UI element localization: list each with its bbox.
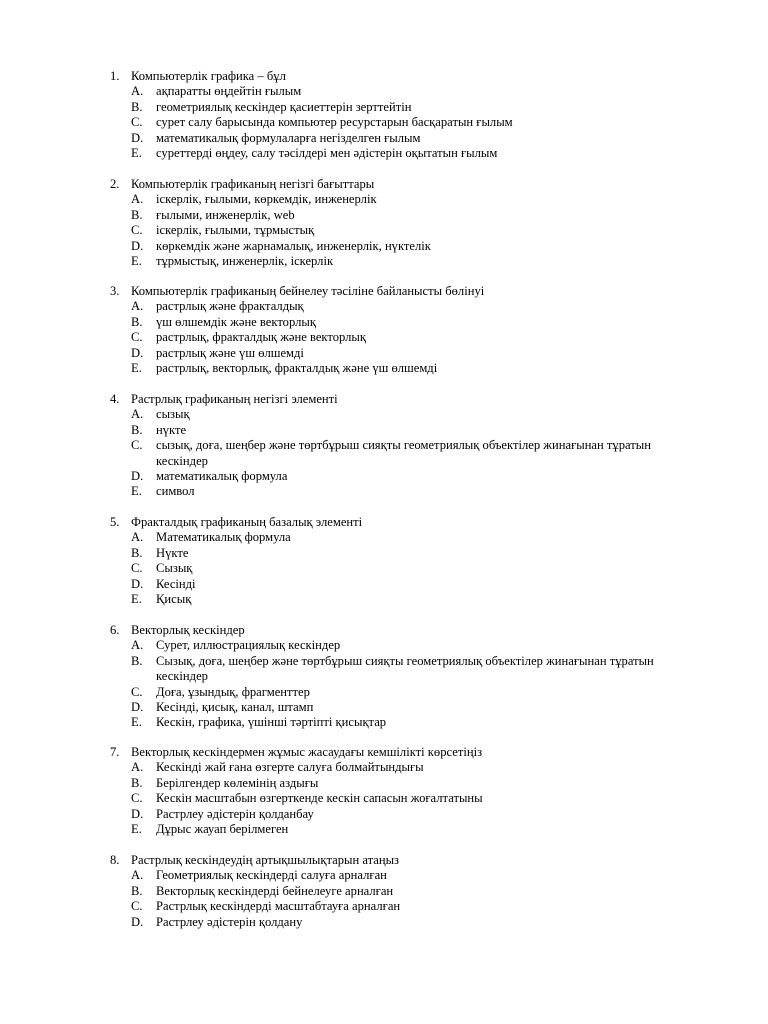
option-letter: B. xyxy=(131,653,143,668)
option-text: Кескін, графика, үшінші тәртіпті қисықтар xyxy=(156,715,387,730)
question-header xyxy=(110,69,680,84)
option-text: Берілгендер көлемінің аздығы xyxy=(156,775,319,790)
question-number: 8. xyxy=(110,853,120,867)
option-text: ғылыми, инженерлік, web xyxy=(156,207,295,222)
question-text: Растрлық графиканың негізгі элементі xyxy=(131,392,338,406)
option-letter: A. xyxy=(131,407,144,422)
option-letter: E. xyxy=(131,715,142,730)
option-c xyxy=(110,791,680,806)
question-1 xyxy=(110,69,680,161)
option-letter: B. xyxy=(131,99,143,114)
option-letter: A. xyxy=(131,192,144,207)
option-a xyxy=(110,868,680,883)
option-d xyxy=(110,807,680,822)
option-text: Кескін масштабын өзгерткенде кескін сапасын жоғалтатыны xyxy=(156,791,483,806)
question-header xyxy=(110,853,680,868)
option-text: Растрлық кескіндерді масштабтауға арналған xyxy=(156,899,401,914)
option-letter: D. xyxy=(131,130,144,145)
option-letter: D. xyxy=(131,238,144,253)
options-list xyxy=(110,638,680,730)
option-c xyxy=(110,561,680,576)
option-text: сызық xyxy=(156,407,190,422)
option-letter: E. xyxy=(131,361,142,376)
option-letter: D. xyxy=(131,700,144,715)
question-text: Векторлық кескіндермен жұмыс жасаудағы кемшілікті көрсетіңіз xyxy=(131,745,483,759)
option-text: Векторлық кескіндерді бейнелеуге арналған xyxy=(156,883,394,898)
option-e xyxy=(110,484,680,499)
option-d xyxy=(110,915,680,930)
question-text: Компьютерлік графика – бұл xyxy=(131,69,286,83)
options-list xyxy=(110,299,680,376)
question-text: Компьютерлік графиканың бейнелеу тәсіліне байланысты бөлінуі xyxy=(131,284,485,298)
question-4 xyxy=(110,392,680,500)
option-text: нүкте xyxy=(156,422,187,437)
option-a xyxy=(110,638,680,653)
question-number: 7. xyxy=(110,745,120,759)
question-number: 3. xyxy=(110,284,120,298)
option-a xyxy=(110,407,680,422)
option-letter: C. xyxy=(131,330,143,345)
option-d xyxy=(110,239,680,254)
option-letter: B. xyxy=(131,207,143,222)
question-header xyxy=(110,745,680,760)
option-letter: A. xyxy=(131,530,144,545)
option-text: сызық, доға, шеңбер және төртбұрыш сияқты геометриялық объектілер жинағынан тұратын кескіндер xyxy=(156,438,651,468)
option-text: растрлық, векторлық, фракталдық және үш өлшемді xyxy=(156,361,438,376)
option-text: Сызық xyxy=(156,561,193,576)
option-d xyxy=(110,131,680,146)
option-a xyxy=(110,299,680,314)
question-text: Фракталдық графиканың базалық элементі xyxy=(131,515,363,529)
option-text: Математикалық формула xyxy=(156,530,291,545)
option-c xyxy=(110,685,680,700)
option-a xyxy=(110,192,680,207)
option-text: Дұрыс жауап берілмеген xyxy=(156,822,289,837)
option-text: Кесінді xyxy=(156,576,196,591)
option-text: Растрлеу әдістерін қолдану xyxy=(156,914,303,929)
options-list xyxy=(110,530,680,607)
option-text: Сурет, иллюстрациялық кескіндер xyxy=(156,638,341,653)
option-b xyxy=(110,315,680,330)
option-b xyxy=(110,884,680,899)
option-letter: D. xyxy=(131,345,144,360)
option-letter: A. xyxy=(131,868,144,883)
option-c xyxy=(110,438,680,469)
option-letter: C. xyxy=(131,684,143,699)
option-a xyxy=(110,760,680,775)
option-letter: E. xyxy=(131,254,142,269)
option-letter: C. xyxy=(131,115,143,130)
option-text: суреттерді өңдеу, салу тәсілдері мен әдістерін оқытатын ғылым xyxy=(156,146,498,161)
option-b xyxy=(110,654,680,685)
option-text: іскерлік, ғылыми, көркемдік, инженерлік xyxy=(156,192,377,207)
option-c xyxy=(110,330,680,345)
option-letter: B. xyxy=(131,314,143,329)
option-letter: B. xyxy=(131,883,143,898)
option-letter: C. xyxy=(131,561,143,576)
option-text: Кескінді жай ғана өзгерте салуға болмайтындығы xyxy=(156,760,424,775)
options-list xyxy=(110,760,680,837)
option-e xyxy=(110,592,680,607)
option-letter: A. xyxy=(131,638,144,653)
option-text: Доға, ұзындық, фрагменттер xyxy=(156,684,310,699)
question-5 xyxy=(110,515,680,607)
option-letter: A. xyxy=(131,760,144,775)
option-text: ақпаратты өңдейтін ғылым xyxy=(156,84,302,99)
question-number: 6. xyxy=(110,623,120,637)
option-text: тұрмыстық, инженерлік, іскерлік xyxy=(156,254,334,269)
question-number: 5. xyxy=(110,515,120,529)
option-text: растрлық, фракталдық және векторлық xyxy=(156,330,367,345)
options-list xyxy=(110,192,680,269)
option-c xyxy=(110,223,680,238)
option-text: үш өлшемдік және векторлық xyxy=(156,314,316,329)
option-text: Сызық, доға, шеңбер және төртбұрыш сияқты геометриялық объектілер жинағынан тұратын кескіндер xyxy=(156,653,654,684)
option-b xyxy=(110,100,680,115)
option-text: көркемдік және жарнамалық, инженерлік, нүктелік xyxy=(156,238,431,253)
option-text: Қисық xyxy=(156,592,192,607)
option-text: математикалық формулаларға негізделген ғылым xyxy=(156,130,421,145)
question-8 xyxy=(110,853,680,930)
option-text: растрлық және фракталдық xyxy=(156,299,304,314)
question-header xyxy=(110,284,680,299)
option-letter: C. xyxy=(131,899,143,914)
options-list xyxy=(110,84,680,161)
option-d xyxy=(110,700,680,715)
question-number: 1. xyxy=(110,69,120,83)
question-header xyxy=(110,515,680,530)
question-header xyxy=(110,177,680,192)
question-text: Компьютерлік графиканың негізгі бағыттары xyxy=(131,177,375,191)
question-number: 4. xyxy=(110,392,120,406)
option-letter: A. xyxy=(131,299,144,314)
option-letter: B. xyxy=(131,545,143,560)
option-letter: E. xyxy=(131,146,142,161)
option-b xyxy=(110,208,680,223)
option-e xyxy=(110,146,680,161)
option-text: іскерлік, ғылыми, тұрмыстық xyxy=(156,223,315,238)
option-text: растрлық және үш өлшемді xyxy=(156,345,304,360)
option-letter: E. xyxy=(131,484,142,499)
option-letter: D. xyxy=(131,469,144,484)
option-d xyxy=(110,577,680,592)
option-letter: D. xyxy=(131,806,144,821)
option-text: Нүкте xyxy=(156,545,189,560)
option-letter: E. xyxy=(131,592,142,607)
option-letter: B. xyxy=(131,775,143,790)
question-text: Векторлық кескіндер xyxy=(131,623,245,637)
option-letter: C. xyxy=(131,791,143,806)
option-b xyxy=(110,546,680,561)
option-text: математикалық формула xyxy=(156,469,288,484)
option-e xyxy=(110,254,680,269)
question-2 xyxy=(110,177,680,269)
option-b xyxy=(110,423,680,438)
option-b xyxy=(110,776,680,791)
option-d xyxy=(110,346,680,361)
option-letter: D. xyxy=(131,914,144,929)
option-letter: C. xyxy=(131,438,143,453)
option-text: символ xyxy=(156,484,195,499)
question-7 xyxy=(110,745,680,837)
question-3 xyxy=(110,284,680,376)
options-list xyxy=(110,868,680,930)
options-list xyxy=(110,407,680,499)
option-letter: E. xyxy=(131,822,142,837)
option-text: геометриялық кескіндер қасиеттерін зерттейтін xyxy=(156,99,412,114)
question-header xyxy=(110,392,680,407)
option-c xyxy=(110,899,680,914)
option-letter: D. xyxy=(131,576,144,591)
question-6 xyxy=(110,623,680,731)
option-c xyxy=(110,115,680,130)
option-e xyxy=(110,715,680,730)
question-number: 2. xyxy=(110,177,120,191)
option-letter: B. xyxy=(131,422,143,437)
option-letter: C. xyxy=(131,223,143,238)
option-a xyxy=(110,530,680,545)
option-text: Растрлеу әдістерін қолданбау xyxy=(156,806,314,821)
option-a xyxy=(110,84,680,99)
option-e xyxy=(110,361,680,376)
option-d xyxy=(110,469,680,484)
option-text: сурет салу барысында компьютер ресурстарын басқаратын ғылым xyxy=(156,115,513,130)
question-header xyxy=(110,623,680,638)
question-text: Растрлық кескіндеудің артықшылықтарын атаңыз xyxy=(131,853,400,867)
option-text: Кесінді, қисық, канал, штамп xyxy=(156,700,314,715)
option-text: Геометриялық кескіндерді салуға арналған xyxy=(156,868,387,883)
option-letter: A. xyxy=(131,84,144,99)
option-e xyxy=(110,822,680,837)
